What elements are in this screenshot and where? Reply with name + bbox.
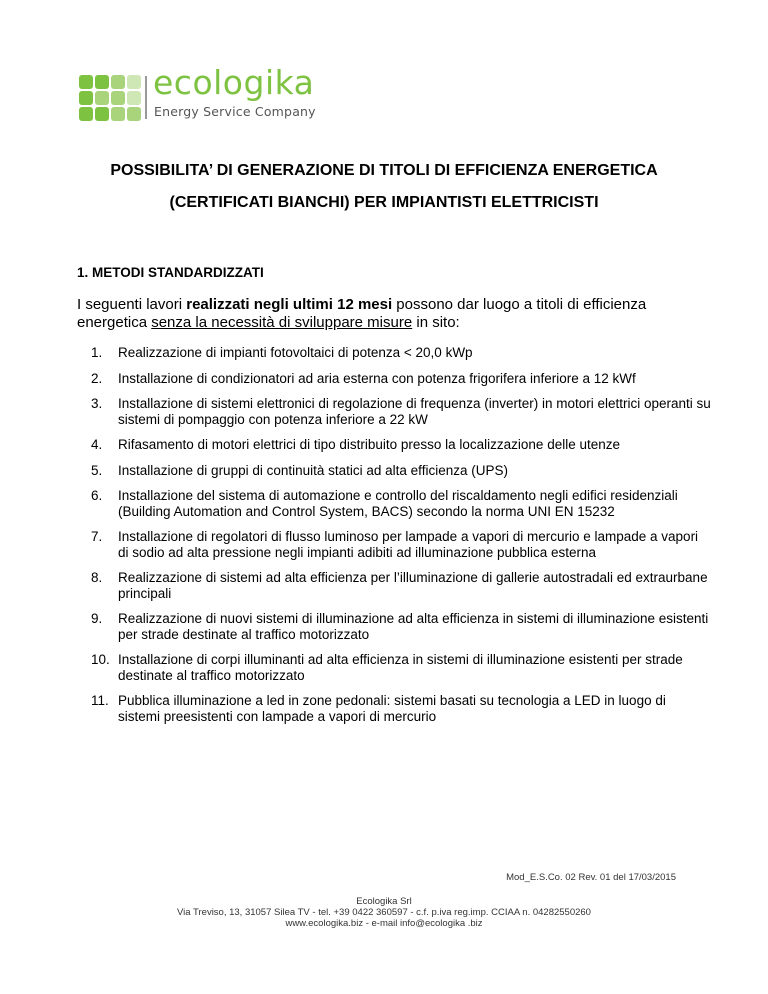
list-item (91, 345, 711, 361)
list-item-number: 3. (91, 396, 103, 411)
list-item-text: Installazione di condizionatori ad aria esterna con potenza frigorifera inferiore a 12 kWf (118, 370, 636, 386)
logo-tagline: Energy Service Company (154, 104, 316, 119)
section-heading: 1. METODI STANDARDIZZATI (77, 265, 264, 280)
list-item-text: Rifasamento di motori elettrici di tipo distribuito presso la localizzazione delle utenze (118, 437, 620, 452)
footer-company: Ecologika Srl (356, 896, 412, 907)
list-item-text: Installazione di gruppi di continuità statici ad alta efficienza (UPS) (118, 462, 508, 478)
logo-divider (145, 76, 147, 119)
intro-bold-text: realizzati negli ultimi 12 mesi (186, 296, 393, 313)
logo-square (79, 75, 93, 89)
list-item-text: Realizzazione di nuovi sistemi di illuminazione ad alta efficienza in sistemi di illuminazione esistenti per strade destinate al traffico motorizzato (118, 611, 709, 642)
document-title-line-1: POSSIBILITA’ DI GENERAZIONE DI TITOLI DI EFFICIENZA ENERGETICA (110, 162, 658, 179)
logo-square (111, 91, 125, 105)
intro-text-2: possono dar luogo a titoli di efficienza energetica (77, 296, 647, 331)
document-revision-note: Mod_E.S.Co. 02 Rev. 01 del 17/03/2015 (506, 872, 676, 883)
list-item-number: 10. (91, 652, 110, 667)
logo-square (95, 91, 109, 105)
list-item-number: 5. (91, 462, 103, 478)
list-item (91, 488, 711, 519)
list-item-number: 4. (91, 437, 103, 452)
logo-square (95, 75, 109, 89)
intro-text-1: I seguenti lavori (77, 296, 187, 313)
footer-contacts: www.ecologika.biz - e-mail info@ecologika .biz (285, 918, 483, 929)
logo-square (111, 107, 125, 121)
list-item-text: Installazione di regolatori di flusso luminoso per lampade a vapori di mercurio e lampade a vapori di sodio ad alta pressione negli impianti adibiti ad illuminazione pubblica esterna (118, 529, 699, 560)
list-item (91, 529, 711, 560)
works-list (91, 345, 711, 734)
logo-square (127, 91, 141, 105)
list-item-number: 11. (91, 693, 109, 708)
list-item-number: 1. (91, 345, 103, 360)
list-item (91, 652, 711, 683)
list-item (91, 611, 711, 642)
list-item-number: 9. (91, 611, 103, 626)
list-item-text: Realizzazione di sistemi ad alta efficienza per l’illuminazione di gallerie autostradali ed extraurbane principali (118, 570, 708, 601)
list-item-number: 7. (91, 529, 103, 544)
list-item (91, 396, 711, 427)
list-item (91, 371, 711, 387)
list-item-text: Installazione di corpi illuminanti ad alta efficienza in sistemi di illuminazione esistenti per strade destinate al traffico motorizzato (118, 652, 683, 683)
list-item-text: Installazione del sistema di automazione e controllo del riscaldamento negli edifici residenziali (Building Automation and Control System, BACS) secondo la norma UNI EN 15232 (118, 488, 678, 519)
logo-square (111, 75, 125, 89)
list-item (91, 463, 711, 479)
logo-name: ecologika (153, 63, 315, 102)
list-item (91, 570, 711, 601)
logo-square (127, 75, 141, 89)
list-item-text: Installazione di sistemi elettronici di regolazione di frequenza (inverter) in motori elettrici operanti su sistemi di pompaggio con potenza inferiore a 22 kW (118, 396, 711, 427)
list-item-number: 8. (91, 570, 103, 585)
list-item-text: Realizzazione di impianti fotovoltaici di potenza < 20,0 kWp (118, 345, 473, 360)
list-item-text: Pubblica illuminazione a led in zone pedonali: sistemi basati su tecnologia a LED in luogo di sistemi preesistenti con lampade a vapori di mercurio (118, 693, 666, 724)
logo-square (95, 107, 109, 121)
list-item-number: 2. (91, 370, 103, 386)
company-logo (72, 63, 327, 129)
logo-square (79, 91, 93, 105)
document-title-line-2: (CERTIFICATI BIANCHI) PER IMPIANTISTI ELETTRICISTI (169, 194, 599, 211)
list-item (91, 437, 711, 453)
list-item (91, 693, 711, 724)
intro-paragraph (77, 296, 697, 332)
logo-square (79, 107, 93, 121)
intro-text-3: in sito: (412, 314, 460, 331)
list-item-number: 6. (91, 488, 103, 503)
footer-address: Via Treviso, 13, 31057 Silea TV - tel. +39 0422 360597 - c.f. p.iva reg.imp. CCIAA n. 04282550260 (177, 907, 591, 918)
logo-square (127, 107, 141, 121)
intro-underlined-text: senza la necessità di sviluppare misure (151, 314, 413, 331)
